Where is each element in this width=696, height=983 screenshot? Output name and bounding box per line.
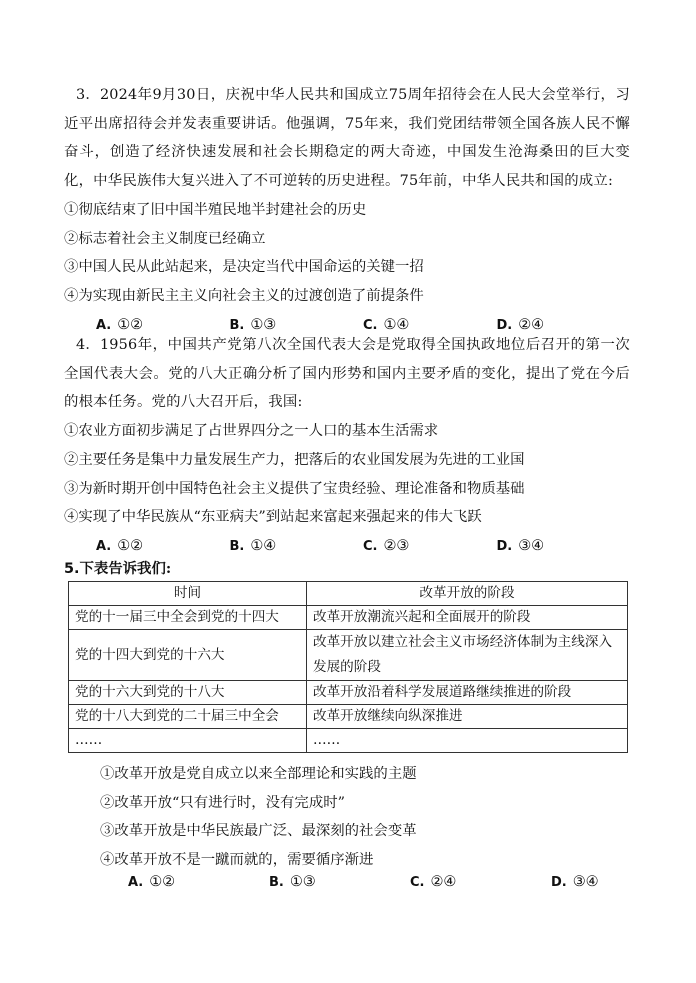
question-4-choices [96, 532, 630, 561]
table-row [69, 630, 628, 681]
question-5-choices [128, 868, 692, 897]
table-cell-stage: 改革开放潮流兴起和全面展开的阶段 [307, 606, 628, 630]
choice-text: ①② [149, 874, 176, 890]
table-cell-stage: 改革开放沿着科学发展道路继续推进的阶段 [307, 681, 628, 705]
question-3-item-1: ①彻底结束了旧中国半殖民地半封建社会的历史 [64, 201, 367, 218]
question-5-number: 5. [64, 561, 80, 577]
choice-letter: A. [128, 875, 144, 890]
table-header-stage: 改革开放的阶段 [307, 582, 628, 606]
question-3-item-2: ②标志着社会主义制度已经确立 [64, 230, 266, 247]
table-cell-stage: 改革开放以建立社会主义市场经济体制为主线深入发展的阶段 [307, 630, 628, 681]
question-4-stem [64, 331, 630, 417]
choice-letter: B. [229, 538, 245, 554]
question-5-text: 下表告诉我们: [79, 560, 172, 577]
question-5-item-2: ②改革开放“只有进行时，没有完成时” [100, 794, 345, 811]
table-header-time: 时间 [69, 582, 307, 606]
table-cell-time: 党的十四大到党的十六大 [69, 630, 307, 681]
question-5-item-1: ①改革开放是党自成立以来全部理论和实践的主题 [100, 766, 417, 782]
choice-text: ①④ [383, 316, 410, 333]
table-cell-time: 党的十六大到党的十八大 [69, 681, 307, 705]
choice-letter: D. [496, 538, 513, 554]
table-header-row [69, 582, 628, 606]
choice-text: ①② [117, 537, 144, 554]
table-cell-stage: 改革开放继续向纵深推进 [307, 705, 628, 729]
question-3-stem [64, 81, 630, 196]
question-3-item-4: ④为实现由新民主主义向社会主义的过渡创造了前提条件 [64, 287, 424, 304]
table-row [69, 606, 628, 630]
choice-text: ②③ [383, 537, 410, 554]
choice-letter: C. [363, 538, 378, 554]
table-cell-time: 党的十八大到党的二十届三中全会 [69, 705, 307, 729]
choice-text: ①③ [250, 316, 277, 333]
choice-letter: B. [229, 317, 245, 333]
table-row [69, 729, 628, 753]
question-4 [64, 331, 630, 561]
choice-text: ②④ [430, 874, 457, 890]
choice-letter: D. [551, 875, 567, 890]
question-3-number: 3． [76, 87, 100, 103]
question-5-choice-a[interactable] [128, 868, 269, 897]
question-4-number: 4． [76, 337, 100, 353]
question-5-stem [64, 557, 171, 581]
question-4-item-1: ①农业方面初步满足了占世界四分之一人口的基本生活需求 [64, 423, 439, 440]
choice-letter: C. [410, 875, 425, 890]
choice-text: ①③ [289, 874, 316, 890]
question-5-item-3: ③改革开放是中华民族最广泛、最深刻的社会变革 [100, 823, 417, 840]
choice-letter: A. [96, 538, 112, 554]
question-3-item-3: ③中国人民从此站起来，是决定当代中国命运的关键一招 [64, 259, 424, 276]
question-3-text: 2024年9月30日，庆祝中华人民共和国成立75周年招待会在人民大会堂举行，习近平出席招待会并发表重要讲话。他强调，75年来，我们党团结带领全国各族人民不懈奋斗，创造了经济快速发展和社会长期稳定的两大奇迹，中国发生沧海桑田的巨大变化，中华民族伟大复兴进入了不可逆转的历史进程。75年前，中华人民共和国的成立: [64, 87, 630, 190]
question-4-choice-c[interactable] [363, 532, 497, 561]
question-4-text: 1956年，中国共产党第八次全国代表大会是党取得全国执政地位后召开的第一次全国代表大会。党的八大正确分析了国内形势和国内主要矛盾的变化，提出了党在今后的根本任务。党的八大召开后，我国: [64, 337, 630, 411]
choice-letter: D. [496, 317, 513, 333]
question-5-choice-c[interactable] [410, 868, 551, 897]
choice-text: ③④ [518, 537, 545, 554]
choice-text: ②④ [518, 316, 545, 333]
question-4-item-3: ③为新时期开创中国特色社会主义提供了宝贵经验、理论准备和物质基础 [64, 480, 525, 497]
question-5-items [100, 760, 417, 875]
question-5-choice-b[interactable] [269, 868, 410, 897]
question-5-choice-d[interactable] [551, 868, 692, 897]
choice-text: ③④ [572, 874, 599, 890]
choice-text: ①④ [250, 537, 277, 554]
choice-text: ①② [117, 316, 144, 333]
question-4-item-2: ②主要任务是集中力量发展生产力，把落后的农业国发展为先进的工业国 [64, 451, 525, 468]
reform-stages-table [68, 581, 628, 753]
choice-letter: B. [269, 875, 284, 890]
question-3 [64, 81, 630, 339]
table-cell-time: …… [69, 729, 307, 753]
choice-letter: A. [96, 317, 112, 333]
table-cell-stage: …… [307, 729, 628, 753]
table-cell-time: 党的十一届三中全会到党的十四大 [69, 606, 307, 630]
table-row [69, 705, 628, 729]
table-row [69, 681, 628, 705]
question-4-choice-b[interactable] [230, 532, 364, 561]
question-4-item-4: ④实现了中华民族从“东亚病夫”到站起来富起来强起来的伟大飞跃 [64, 509, 482, 526]
question-4-choice-d[interactable] [497, 532, 631, 561]
choice-letter: C. [363, 317, 378, 333]
question-5-item-4: ④改革开放不是一蹴而就的，需要循序渐进 [100, 852, 374, 869]
